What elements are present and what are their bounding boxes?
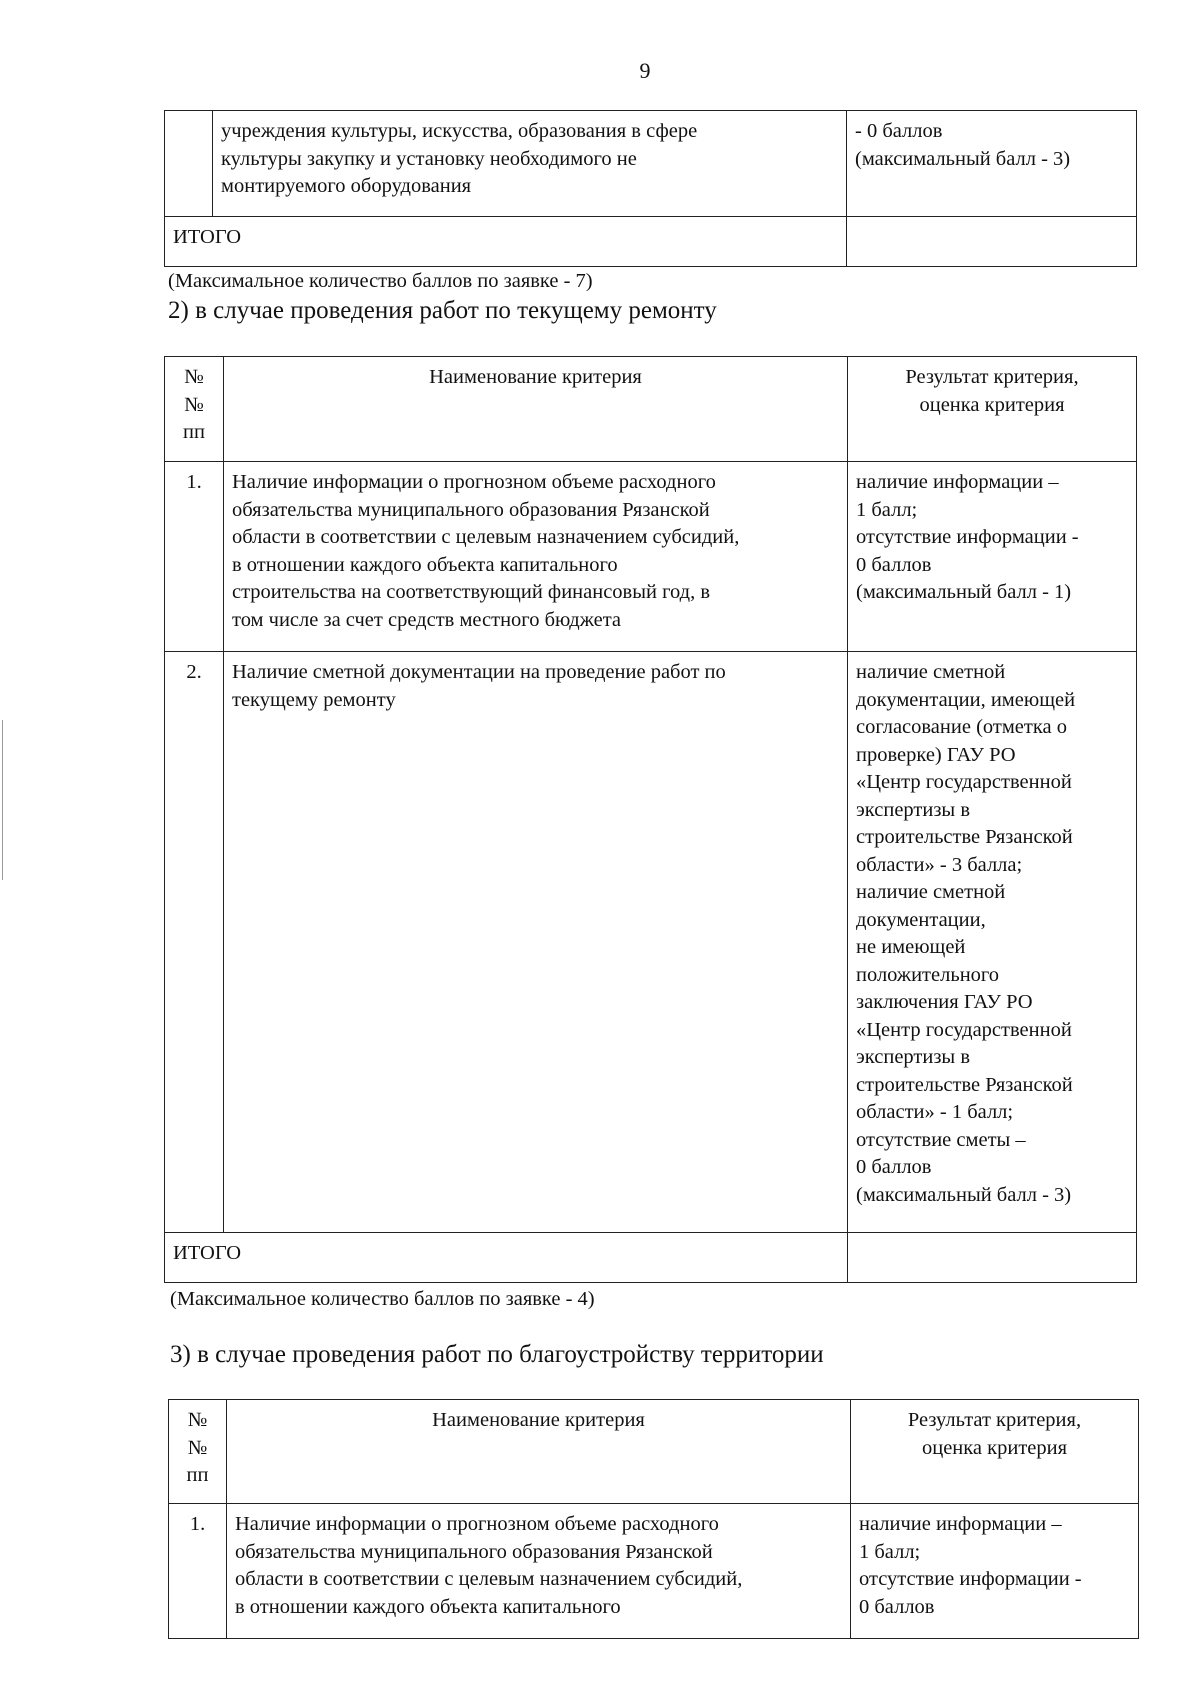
criteria-table-2 bbox=[164, 356, 1137, 1283]
total-value bbox=[848, 1233, 1137, 1283]
criteria-table-1-continuation bbox=[164, 110, 1137, 267]
max-points-note-1: (Максимальное количество баллов по заявке - 7) bbox=[168, 270, 593, 292]
total-value bbox=[847, 217, 1137, 267]
table-row bbox=[165, 462, 1137, 652]
table-header-row bbox=[169, 1400, 1139, 1504]
table-row bbox=[165, 652, 1137, 1233]
criterion-name: учреждения культуры, искусства, образования в сфере культуры закупку и установку необходимого не монтируемого оборудования bbox=[213, 111, 847, 217]
criterion-result: - 0 баллов (максимальный балл - 3) bbox=[847, 111, 1137, 217]
criterion-result: наличие информации – 1 балл; отсутствие информации - 0 баллов (максимальный балл - 1) bbox=[848, 462, 1137, 652]
criteria-table-3 bbox=[168, 1399, 1139, 1639]
row-number: 1. bbox=[165, 462, 224, 652]
table-row-total bbox=[165, 217, 1137, 267]
criterion-name: Наличие информации о прогнозном объеме расходного обязательства муниципального образования Рязанской области в соответствии с целевым назначением субсидий, в отношении каждого объекта капитального строительства на соответствующий финансовый год, в том числе за счет средств местного бюджета bbox=[224, 462, 848, 652]
section-heading-3: 3) в случае проведения работ по благоустройству территории bbox=[170, 1341, 824, 1368]
page-number: 9 bbox=[639, 58, 651, 83]
criterion-name: Наличие информации о прогнозном объеме расходного обязательства муниципального образования Рязанской области в соответствии с целевым назначением субсидий, в отношении каждого объекта капитального bbox=[227, 1504, 851, 1639]
scan-margin-line bbox=[2, 720, 3, 880]
header-criterion-result: Результат критерия, оценка критерия bbox=[848, 357, 1137, 462]
header-num: № № пп bbox=[169, 1400, 227, 1504]
table-cell-num bbox=[165, 111, 213, 217]
header-criterion-result: Результат критерия, оценка критерия bbox=[851, 1400, 1139, 1504]
table-row-total bbox=[165, 1233, 1137, 1283]
criterion-result: наличие сметной документации, имеющей согласование (отметка о проверке) ГАУ РО «Центр государственной экспертизы в строительстве Рязанской области» - 3 балла; наличие сметной документации, не имеющей положительного заключения ГАУ РО «Центр государственной экспертизы в строительстве Рязанской области» - 1 балл; отсутствие сметы – 0 баллов (максимальный балл - 3) bbox=[848, 652, 1137, 1233]
row-number: 1. bbox=[169, 1504, 227, 1639]
table-header-row bbox=[165, 357, 1137, 462]
total-label: ИТОГО bbox=[165, 217, 847, 267]
table-row bbox=[169, 1504, 1139, 1639]
criterion-name: Наличие сметной документации на проведение работ по текущему ремонту bbox=[224, 652, 848, 1233]
row-number: 2. bbox=[165, 652, 224, 1233]
criterion-result: наличие информации – 1 балл; отсутствие информации - 0 баллов bbox=[851, 1504, 1139, 1639]
header-criterion-name: Наименование критерия bbox=[227, 1400, 851, 1504]
header-num: № № пп bbox=[165, 357, 224, 462]
total-label: ИТОГО bbox=[165, 1233, 848, 1283]
max-points-note-2: (Максимальное количество баллов по заявке - 4) bbox=[170, 1288, 595, 1310]
table-row bbox=[165, 111, 1137, 217]
section-heading-2: 2) в случае проведения работ по текущему ремонту bbox=[168, 297, 717, 324]
header-criterion-name: Наименование критерия bbox=[224, 357, 848, 462]
